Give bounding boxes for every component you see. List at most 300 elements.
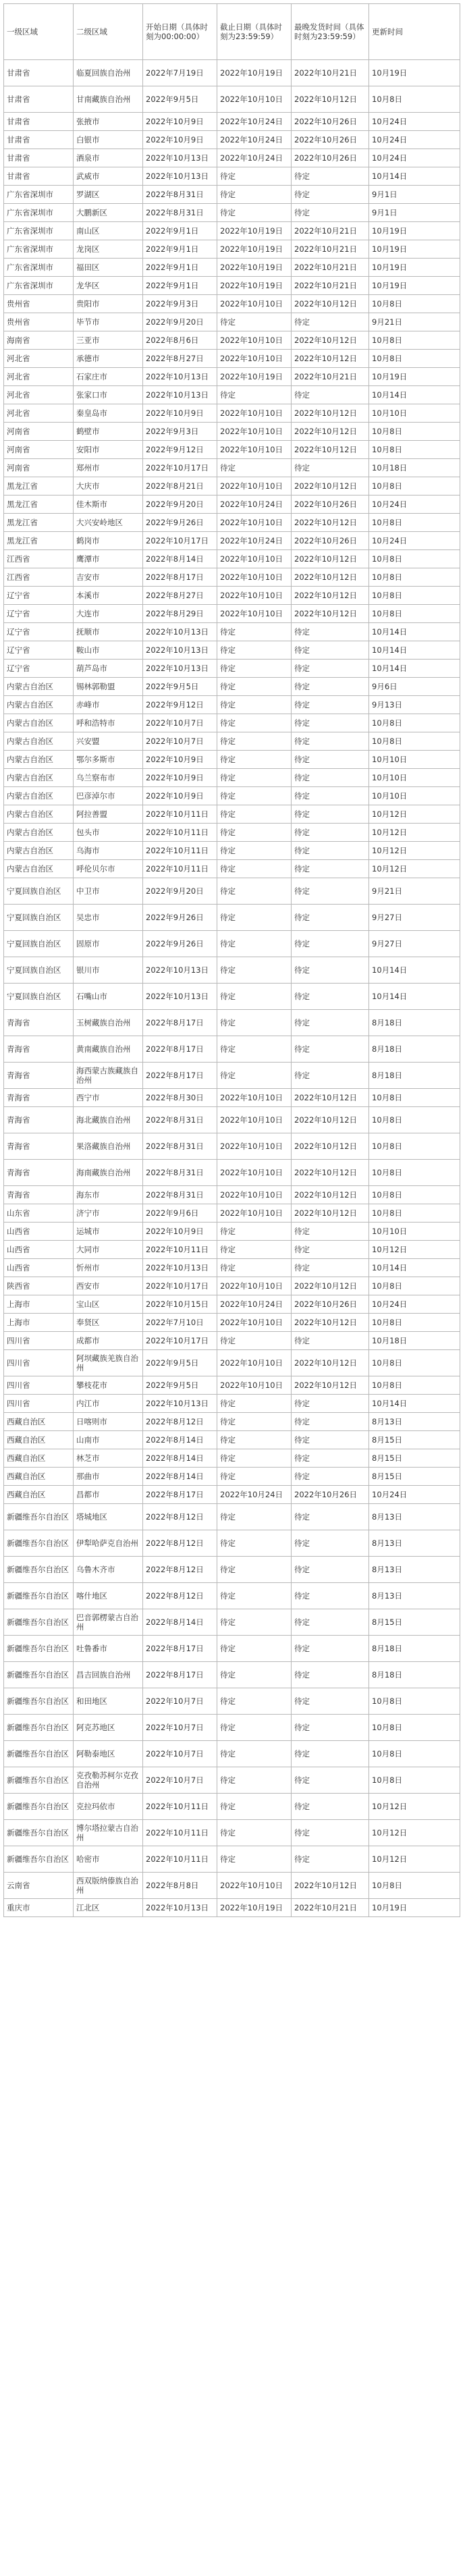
cell-latest-ship-time: 待定 bbox=[292, 678, 369, 696]
cell-start-date: 2022年9月1日 bbox=[143, 222, 217, 240]
cell-primary-region: 陕西省 bbox=[4, 1277, 74, 1295]
cell-end-date: 2022年10月10日 bbox=[217, 1873, 292, 1899]
cell-update-time: 10月8日 bbox=[369, 1873, 460, 1899]
cell-primary-region: 新疆维吾尔自治区 bbox=[4, 1636, 74, 1662]
cell-latest-ship-time: 待定 bbox=[292, 751, 369, 769]
table-row bbox=[4, 1036, 460, 1063]
cell-end-date: 2022年10月10日 bbox=[217, 295, 292, 313]
cell-primary-region: 重庆市 bbox=[4, 1899, 74, 1917]
cell-update-time: 10月8日 bbox=[369, 587, 460, 605]
cell-latest-ship-time: 2022年10月21日 bbox=[292, 368, 369, 386]
cell-end-date: 待定 bbox=[217, 878, 292, 905]
cell-end-date: 待定 bbox=[217, 204, 292, 222]
cell-latest-ship-time: 待定 bbox=[292, 660, 369, 678]
cell-secondary-region: 鹤岗市 bbox=[74, 532, 143, 550]
cell-end-date: 2022年10月10日 bbox=[217, 331, 292, 350]
cell-start-date: 2022年8月14日 bbox=[143, 1468, 217, 1486]
cell-latest-ship-time: 待定 bbox=[292, 957, 369, 984]
cell-primary-region: 西藏自治区 bbox=[4, 1431, 74, 1449]
cell-primary-region: 上海市 bbox=[4, 1314, 74, 1332]
table-row bbox=[4, 1350, 460, 1376]
table-row bbox=[4, 842, 460, 860]
cell-update-time: 8月13日 bbox=[369, 1504, 460, 1530]
table-row bbox=[4, 1873, 460, 1899]
table-row bbox=[4, 131, 460, 149]
cell-secondary-region: 西宁市 bbox=[74, 1089, 143, 1107]
cell-latest-ship-time: 待定 bbox=[292, 1767, 369, 1794]
cell-secondary-region: 郑州市 bbox=[74, 459, 143, 477]
cell-update-time: 10月8日 bbox=[369, 1688, 460, 1715]
cell-start-date: 2022年8月14日 bbox=[143, 1609, 217, 1636]
cell-update-time: 10月8日 bbox=[369, 331, 460, 350]
cell-update-time: 8月18日 bbox=[369, 1010, 460, 1036]
table-row bbox=[4, 1468, 460, 1486]
table-row bbox=[4, 660, 460, 678]
cell-update-time: 10月8日 bbox=[369, 1204, 460, 1223]
cell-primary-region: 辽宁省 bbox=[4, 605, 74, 623]
cell-end-date: 2022年10月19日 bbox=[217, 1899, 292, 1917]
cell-end-date: 待定 bbox=[217, 1010, 292, 1036]
cell-start-date: 2022年8月27日 bbox=[143, 350, 217, 368]
cell-latest-ship-time: 待定 bbox=[292, 860, 369, 878]
cell-primary-region: 辽宁省 bbox=[4, 660, 74, 678]
cell-secondary-region: 包头市 bbox=[74, 824, 143, 842]
cell-start-date: 2022年10月7日 bbox=[143, 1688, 217, 1715]
cell-secondary-region: 运城市 bbox=[74, 1223, 143, 1241]
cell-end-date: 待定 bbox=[217, 1431, 292, 1449]
table-row bbox=[4, 1794, 460, 1820]
cell-update-time: 8月13日 bbox=[369, 1413, 460, 1431]
cell-primary-region: 河北省 bbox=[4, 350, 74, 368]
cell-start-date: 2022年10月7日 bbox=[143, 1767, 217, 1794]
cell-secondary-region: 克孜勒苏柯尔克孜自治州 bbox=[74, 1767, 143, 1794]
cell-start-date: 2022年10月13日 bbox=[143, 957, 217, 984]
cell-primary-region: 青海省 bbox=[4, 1107, 74, 1133]
table-row bbox=[4, 331, 460, 350]
cell-latest-ship-time: 待定 bbox=[292, 824, 369, 842]
cell-start-date: 2022年10月13日 bbox=[143, 1395, 217, 1413]
cell-primary-region: 黑龙江省 bbox=[4, 477, 74, 495]
cell-end-date: 待定 bbox=[217, 984, 292, 1010]
cell-end-date: 2022年10月10日 bbox=[217, 587, 292, 605]
cell-primary-region: 山西省 bbox=[4, 1223, 74, 1241]
cell-primary-region: 辽宁省 bbox=[4, 623, 74, 641]
cell-secondary-region: 伊犁哈萨克自治州 bbox=[74, 1530, 143, 1557]
cell-update-time: 10月24日 bbox=[369, 1295, 460, 1314]
cell-secondary-region: 吴忠市 bbox=[74, 905, 143, 931]
cell-secondary-region: 黄南藏族自治州 bbox=[74, 1036, 143, 1063]
table-row bbox=[4, 824, 460, 842]
cell-latest-ship-time: 2022年10月12日 bbox=[292, 514, 369, 532]
cell-secondary-region: 山南市 bbox=[74, 1431, 143, 1449]
cell-primary-region: 内蒙古自治区 bbox=[4, 732, 74, 751]
cell-start-date: 2022年9月3日 bbox=[143, 423, 217, 441]
cell-end-date: 2022年10月19日 bbox=[217, 259, 292, 277]
table-header-row bbox=[4, 4, 460, 60]
table-row bbox=[4, 532, 460, 550]
cell-latest-ship-time: 2022年10月12日 bbox=[292, 404, 369, 423]
cell-start-date: 2022年10月17日 bbox=[143, 459, 217, 477]
cell-secondary-region: 锡林郭勒盟 bbox=[74, 678, 143, 696]
cell-end-date: 待定 bbox=[217, 660, 292, 678]
cell-end-date: 待定 bbox=[217, 1583, 292, 1609]
cell-primary-region: 四川省 bbox=[4, 1376, 74, 1395]
cell-primary-region: 广东省深圳市 bbox=[4, 240, 74, 259]
cell-update-time: 10月19日 bbox=[369, 240, 460, 259]
cell-update-time: 10月24日 bbox=[369, 131, 460, 149]
cell-end-date: 2022年10月10日 bbox=[217, 1133, 292, 1160]
cell-secondary-region: 银川市 bbox=[74, 957, 143, 984]
cell-start-date: 2022年10月13日 bbox=[143, 368, 217, 386]
cell-primary-region: 云南省 bbox=[4, 1873, 74, 1899]
cell-secondary-region: 毕节市 bbox=[74, 313, 143, 331]
cell-latest-ship-time: 待定 bbox=[292, 1063, 369, 1089]
cell-latest-ship-time: 2022年10月26日 bbox=[292, 149, 369, 167]
cell-secondary-region: 白银市 bbox=[74, 131, 143, 149]
cell-secondary-region: 那曲市 bbox=[74, 1468, 143, 1486]
cell-primary-region: 青海省 bbox=[4, 1063, 74, 1089]
cell-secondary-region: 鹰潭市 bbox=[74, 550, 143, 568]
cell-update-time: 10月10日 bbox=[369, 1223, 460, 1241]
cell-update-time: 10月8日 bbox=[369, 86, 460, 113]
cell-end-date: 2022年10月24日 bbox=[217, 149, 292, 167]
table-row bbox=[4, 1277, 460, 1295]
cell-start-date: 2022年8月12日 bbox=[143, 1583, 217, 1609]
cell-primary-region: 新疆维吾尔自治区 bbox=[4, 1504, 74, 1530]
table-row bbox=[4, 1413, 460, 1431]
cell-secondary-region: 南山区 bbox=[74, 222, 143, 240]
cell-update-time: 8月13日 bbox=[369, 1557, 460, 1583]
cell-latest-ship-time: 待定 bbox=[292, 842, 369, 860]
cell-latest-ship-time: 待定 bbox=[292, 1609, 369, 1636]
table-row bbox=[4, 1820, 460, 1846]
cell-start-date: 2022年10月13日 bbox=[143, 660, 217, 678]
cell-start-date: 2022年10月13日 bbox=[143, 1899, 217, 1917]
cell-start-date: 2022年8月17日 bbox=[143, 568, 217, 587]
cell-update-time: 8月13日 bbox=[369, 1530, 460, 1557]
cell-end-date: 待定 bbox=[217, 1223, 292, 1241]
table-row bbox=[4, 714, 460, 732]
table-row bbox=[4, 1846, 460, 1873]
cell-secondary-region: 鞍山市 bbox=[74, 641, 143, 660]
cell-latest-ship-time: 2022年10月12日 bbox=[292, 477, 369, 495]
cell-latest-ship-time: 2022年10月26日 bbox=[292, 131, 369, 149]
cell-primary-region: 内蒙古自治区 bbox=[4, 805, 74, 824]
cell-latest-ship-time: 待定 bbox=[292, 1449, 369, 1468]
cell-update-time: 8月15日 bbox=[369, 1468, 460, 1486]
table-row bbox=[4, 931, 460, 957]
cell-end-date: 2022年10月10日 bbox=[217, 1314, 292, 1332]
table-row bbox=[4, 751, 460, 769]
cell-start-date: 2022年8月17日 bbox=[143, 1063, 217, 1089]
cell-primary-region: 甘肃省 bbox=[4, 149, 74, 167]
table-row bbox=[4, 696, 460, 714]
table-row bbox=[4, 1609, 460, 1636]
cell-update-time: 10月12日 bbox=[369, 1820, 460, 1846]
cell-secondary-region: 呼伦贝尔市 bbox=[74, 860, 143, 878]
cell-primary-region: 内蒙古自治区 bbox=[4, 751, 74, 769]
cell-latest-ship-time: 待定 bbox=[292, 1036, 369, 1063]
cell-end-date: 待定 bbox=[217, 1820, 292, 1846]
cell-update-time: 10月19日 bbox=[369, 368, 460, 386]
shipping-restriction-table bbox=[3, 3, 460, 1917]
cell-primary-region: 辽宁省 bbox=[4, 587, 74, 605]
table-row bbox=[4, 368, 460, 386]
cell-latest-ship-time: 待定 bbox=[292, 459, 369, 477]
cell-start-date: 2022年9月20日 bbox=[143, 495, 217, 514]
cell-update-time: 10月19日 bbox=[369, 222, 460, 240]
cell-secondary-region: 宝山区 bbox=[74, 1295, 143, 1314]
cell-secondary-region: 鹤壁市 bbox=[74, 423, 143, 441]
cell-end-date: 待定 bbox=[217, 860, 292, 878]
cell-latest-ship-time: 待定 bbox=[292, 787, 369, 805]
cell-latest-ship-time: 待定 bbox=[292, 878, 369, 905]
cell-end-date: 待定 bbox=[217, 1688, 292, 1715]
cell-update-time: 10月12日 bbox=[369, 1241, 460, 1259]
cell-end-date: 2022年10月10日 bbox=[217, 1277, 292, 1295]
table-row bbox=[4, 259, 460, 277]
cell-secondary-region: 大同市 bbox=[74, 1241, 143, 1259]
cell-secondary-region: 乌鲁木齐市 bbox=[74, 1557, 143, 1583]
table-row bbox=[4, 350, 460, 368]
cell-update-time: 8月18日 bbox=[369, 1063, 460, 1089]
cell-update-time: 10月8日 bbox=[369, 605, 460, 623]
cell-secondary-region: 石嘴山市 bbox=[74, 984, 143, 1010]
cell-primary-region: 黑龙江省 bbox=[4, 532, 74, 550]
cell-latest-ship-time: 2022年10月21日 bbox=[292, 259, 369, 277]
cell-update-time: 10月12日 bbox=[369, 805, 460, 824]
cell-end-date: 待定 bbox=[217, 1609, 292, 1636]
table-row bbox=[4, 957, 460, 984]
table-row bbox=[4, 1186, 460, 1204]
cell-end-date: 待定 bbox=[217, 905, 292, 931]
cell-update-time: 10月8日 bbox=[369, 1715, 460, 1741]
cell-update-time: 10月14日 bbox=[369, 641, 460, 660]
cell-latest-ship-time: 2022年10月12日 bbox=[292, 587, 369, 605]
cell-secondary-region: 忻州市 bbox=[74, 1259, 143, 1277]
cell-start-date: 2022年10月13日 bbox=[143, 149, 217, 167]
cell-latest-ship-time: 2022年10月12日 bbox=[292, 550, 369, 568]
cell-primary-region: 内蒙古自治区 bbox=[4, 787, 74, 805]
table-body bbox=[4, 60, 460, 1917]
cell-secondary-region: 海南藏族自治州 bbox=[74, 1160, 143, 1186]
table-row bbox=[4, 1089, 460, 1107]
cell-start-date: 2022年8月31日 bbox=[143, 186, 217, 204]
cell-end-date: 2022年10月10日 bbox=[217, 477, 292, 495]
cell-primary-region: 西藏自治区 bbox=[4, 1468, 74, 1486]
table-row bbox=[4, 1504, 460, 1530]
cell-start-date: 2022年10月11日 bbox=[143, 860, 217, 878]
cell-secondary-region: 兴安盟 bbox=[74, 732, 143, 751]
cell-update-time: 10月8日 bbox=[369, 477, 460, 495]
cell-update-time: 8月18日 bbox=[369, 1036, 460, 1063]
cell-update-time: 10月18日 bbox=[369, 459, 460, 477]
cell-start-date: 2022年9月5日 bbox=[143, 678, 217, 696]
cell-update-time: 10月12日 bbox=[369, 824, 460, 842]
cell-update-time: 10月8日 bbox=[369, 1186, 460, 1204]
cell-secondary-region: 安阳市 bbox=[74, 441, 143, 459]
cell-latest-ship-time: 待定 bbox=[292, 1241, 369, 1259]
cell-start-date: 2022年10月9日 bbox=[143, 113, 217, 131]
cell-secondary-region: 济宁市 bbox=[74, 1204, 143, 1223]
cell-update-time: 10月8日 bbox=[369, 1133, 460, 1160]
cell-primary-region: 西藏自治区 bbox=[4, 1449, 74, 1468]
cell-secondary-region: 承德市 bbox=[74, 350, 143, 368]
cell-primary-region: 新疆维吾尔自治区 bbox=[4, 1662, 74, 1688]
cell-end-date: 待定 bbox=[217, 732, 292, 751]
cell-primary-region: 内蒙古自治区 bbox=[4, 860, 74, 878]
cell-update-time: 10月18日 bbox=[369, 1332, 460, 1350]
cell-secondary-region: 昌吉回族自治州 bbox=[74, 1662, 143, 1688]
cell-end-date: 2022年10月10日 bbox=[217, 1107, 292, 1133]
cell-end-date: 待定 bbox=[217, 167, 292, 186]
cell-latest-ship-time: 2022年10月12日 bbox=[292, 1350, 369, 1376]
cell-start-date: 2022年8月31日 bbox=[143, 1186, 217, 1204]
table-row bbox=[4, 623, 460, 641]
cell-update-time: 10月10日 bbox=[369, 787, 460, 805]
cell-end-date: 待定 bbox=[217, 769, 292, 787]
cell-update-time: 10月8日 bbox=[369, 732, 460, 751]
cell-primary-region: 四川省 bbox=[4, 1332, 74, 1350]
cell-latest-ship-time: 2022年10月21日 bbox=[292, 277, 369, 295]
cell-primary-region: 宁夏回族自治区 bbox=[4, 984, 74, 1010]
cell-end-date: 待定 bbox=[217, 1530, 292, 1557]
cell-primary-region: 青海省 bbox=[4, 1133, 74, 1160]
cell-secondary-region: 内江市 bbox=[74, 1395, 143, 1413]
cell-update-time: 10月12日 bbox=[369, 1846, 460, 1873]
table-row bbox=[4, 1223, 460, 1241]
cell-update-time: 10月14日 bbox=[369, 660, 460, 678]
cell-update-time: 10月8日 bbox=[369, 514, 460, 532]
cell-start-date: 2022年8月31日 bbox=[143, 1133, 217, 1160]
table-row bbox=[4, 1557, 460, 1583]
cell-end-date: 2022年10月10日 bbox=[217, 1350, 292, 1376]
table-row bbox=[4, 113, 460, 131]
cell-end-date: 2022年10月24日 bbox=[217, 532, 292, 550]
cell-end-date: 待定 bbox=[217, 1741, 292, 1767]
cell-start-date: 2022年10月11日 bbox=[143, 805, 217, 824]
cell-latest-ship-time: 待定 bbox=[292, 186, 369, 204]
cell-latest-ship-time: 2022年10月12日 bbox=[292, 1133, 369, 1160]
cell-latest-ship-time: 待定 bbox=[292, 1259, 369, 1277]
cell-latest-ship-time: 待定 bbox=[292, 641, 369, 660]
cell-secondary-region: 玉树藏族自治州 bbox=[74, 1010, 143, 1036]
cell-primary-region: 海南省 bbox=[4, 331, 74, 350]
cell-primary-region: 内蒙古自治区 bbox=[4, 824, 74, 842]
cell-secondary-region: 乌海市 bbox=[74, 842, 143, 860]
cell-end-date: 2022年10月10日 bbox=[217, 550, 292, 568]
cell-end-date: 2022年10月10日 bbox=[217, 441, 292, 459]
cell-secondary-region: 中卫市 bbox=[74, 878, 143, 905]
cell-update-time: 10月8日 bbox=[369, 423, 460, 441]
cell-start-date: 2022年8月21日 bbox=[143, 477, 217, 495]
cell-end-date: 待定 bbox=[217, 696, 292, 714]
table-row bbox=[4, 60, 460, 86]
cell-start-date: 2022年8月12日 bbox=[143, 1504, 217, 1530]
cell-end-date: 待定 bbox=[217, 957, 292, 984]
cell-secondary-region: 福田区 bbox=[74, 259, 143, 277]
cell-latest-ship-time: 2022年10月12日 bbox=[292, 331, 369, 350]
cell-update-time: 8月18日 bbox=[369, 1662, 460, 1688]
cell-primary-region: 新疆维吾尔自治区 bbox=[4, 1767, 74, 1794]
cell-start-date: 2022年9月1日 bbox=[143, 259, 217, 277]
cell-primary-region: 西藏自治区 bbox=[4, 1413, 74, 1431]
cell-secondary-region: 武威市 bbox=[74, 167, 143, 186]
cell-primary-region: 新疆维吾尔自治区 bbox=[4, 1794, 74, 1820]
cell-primary-region: 青海省 bbox=[4, 1036, 74, 1063]
cell-start-date: 2022年10月17日 bbox=[143, 532, 217, 550]
cell-latest-ship-time: 待定 bbox=[292, 1820, 369, 1846]
cell-latest-ship-time: 待定 bbox=[292, 1636, 369, 1662]
table-row bbox=[4, 1259, 460, 1277]
cell-latest-ship-time: 2022年10月26日 bbox=[292, 1486, 369, 1504]
cell-start-date: 2022年8月6日 bbox=[143, 331, 217, 350]
cell-latest-ship-time: 2022年10月12日 bbox=[292, 1277, 369, 1295]
cell-update-time: 10月24日 bbox=[369, 149, 460, 167]
table-row bbox=[4, 1431, 460, 1449]
cell-primary-region: 新疆维吾尔自治区 bbox=[4, 1583, 74, 1609]
cell-update-time: 9月13日 bbox=[369, 696, 460, 714]
cell-primary-region: 新疆维吾尔自治区 bbox=[4, 1688, 74, 1715]
cell-latest-ship-time: 待定 bbox=[292, 805, 369, 824]
table-row bbox=[4, 1160, 460, 1186]
cell-start-date: 2022年8月17日 bbox=[143, 1636, 217, 1662]
table-row bbox=[4, 1530, 460, 1557]
header-end-date: 截止日期（具体时刻为23:59:59） bbox=[217, 4, 292, 60]
table-row bbox=[4, 1583, 460, 1609]
cell-primary-region: 甘肃省 bbox=[4, 131, 74, 149]
cell-update-time: 10月12日 bbox=[369, 860, 460, 878]
cell-secondary-region: 龙岗区 bbox=[74, 240, 143, 259]
cell-primary-region: 河北省 bbox=[4, 404, 74, 423]
cell-secondary-region: 大兴安岭地区 bbox=[74, 514, 143, 532]
cell-end-date: 2022年10月10日 bbox=[217, 1089, 292, 1107]
cell-start-date: 2022年10月13日 bbox=[143, 623, 217, 641]
table-row bbox=[4, 605, 460, 623]
cell-latest-ship-time: 2022年10月12日 bbox=[292, 423, 369, 441]
table-row bbox=[4, 1741, 460, 1767]
table-row bbox=[4, 277, 460, 295]
cell-end-date: 待定 bbox=[217, 1504, 292, 1530]
cell-latest-ship-time: 待定 bbox=[292, 1583, 369, 1609]
cell-primary-region: 新疆维吾尔自治区 bbox=[4, 1820, 74, 1846]
cell-secondary-region: 佳木斯市 bbox=[74, 495, 143, 514]
cell-update-time: 10月8日 bbox=[369, 1314, 460, 1332]
cell-secondary-region: 林芝市 bbox=[74, 1449, 143, 1468]
cell-update-time: 9月1日 bbox=[369, 186, 460, 204]
cell-update-time: 10月8日 bbox=[369, 568, 460, 587]
cell-secondary-region: 博尔塔拉蒙古自治州 bbox=[74, 1820, 143, 1846]
table-row bbox=[4, 1376, 460, 1395]
cell-secondary-region: 喀什地区 bbox=[74, 1583, 143, 1609]
cell-latest-ship-time: 2022年10月12日 bbox=[292, 1089, 369, 1107]
cell-secondary-region: 昌都市 bbox=[74, 1486, 143, 1504]
table-row bbox=[4, 441, 460, 459]
cell-secondary-region: 甘南藏族自治州 bbox=[74, 86, 143, 113]
cell-latest-ship-time: 待定 bbox=[292, 1662, 369, 1688]
cell-secondary-region: 和田地区 bbox=[74, 1688, 143, 1715]
cell-primary-region: 青海省 bbox=[4, 1010, 74, 1036]
cell-update-time: 10月14日 bbox=[369, 623, 460, 641]
cell-start-date: 2022年9月20日 bbox=[143, 878, 217, 905]
cell-secondary-region: 成都市 bbox=[74, 1332, 143, 1350]
table-row bbox=[4, 1063, 460, 1089]
cell-start-date: 2022年10月11日 bbox=[143, 1241, 217, 1259]
cell-update-time: 8月15日 bbox=[369, 1449, 460, 1468]
cell-end-date: 待定 bbox=[217, 714, 292, 732]
cell-latest-ship-time: 2022年10月12日 bbox=[292, 441, 369, 459]
cell-end-date: 2022年10月10日 bbox=[217, 404, 292, 423]
